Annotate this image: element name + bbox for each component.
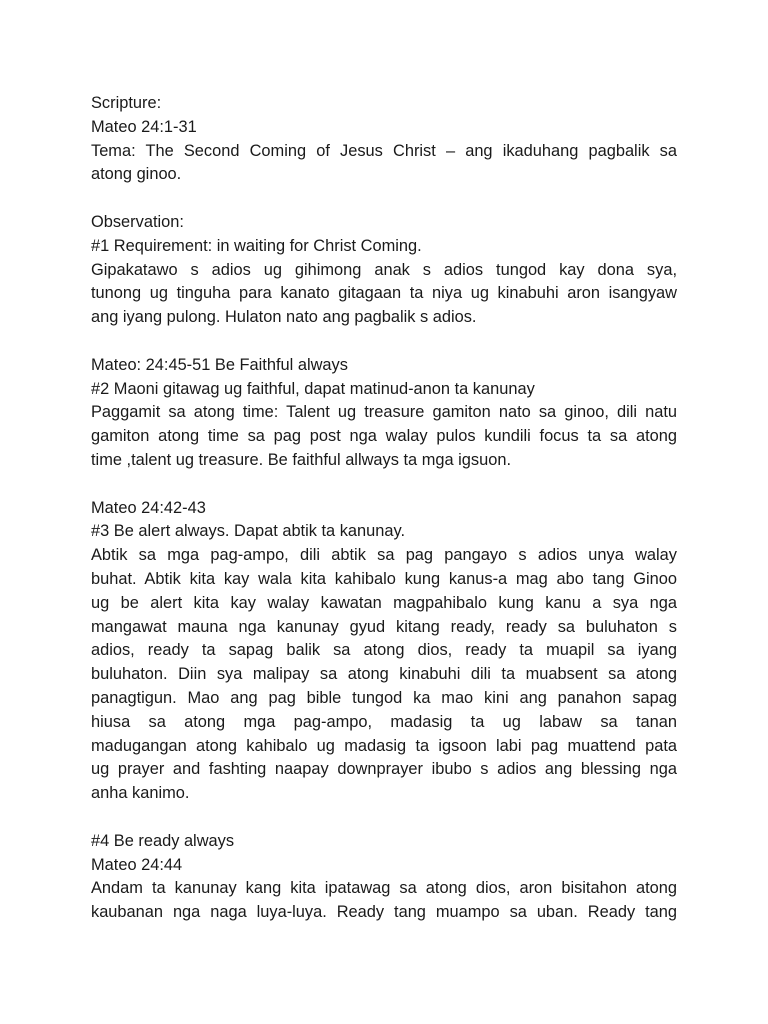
section-3-reference: Mateo 24:42-43 bbox=[91, 498, 206, 517]
paragraph-gap bbox=[91, 806, 677, 830]
point-2-line: time ,talent ug treasure. Be faithful allways ta mga igsuon. bbox=[91, 450, 512, 469]
point-3-line: ug be alert kita kay walay kawatan magpahibalo kung kanu a sya nga bbox=[91, 593, 677, 612]
point-3-line: madugangan atong kahibalo ug madasig ta igsoon labi pag muattend pata bbox=[91, 736, 677, 755]
tema-line: atong ginoo. bbox=[91, 165, 182, 184]
point-2-line: Paggamit sa atong time: Talent ug treasure gamiton nato sa ginoo, dili natu bbox=[91, 403, 677, 422]
paragraph-gap bbox=[91, 330, 677, 354]
point-3-title: #3 Be alert always. Dapat abtik ta kanunay. bbox=[91, 522, 406, 541]
point-3-line: buluhaton. Diin sya malipay sa atong kinabuhi dili ta muabsent sa atong bbox=[91, 665, 677, 684]
paragraph-gap bbox=[91, 187, 677, 211]
point-4-title: #4 Be ready always bbox=[91, 831, 235, 850]
point-3-line: buhat. Abtik kita kay wala kita kahibalo kung kanus-a mag abo tang Ginoo bbox=[91, 569, 677, 588]
point-4-line: kaubanan nga naga luya-luya. Ready tang muampo sa uban. Ready tang bbox=[91, 903, 677, 922]
point-2-line: gamiton atong time sa pag post nga walay pulos kundili focus ta sa atong bbox=[91, 427, 677, 446]
point-2-title: #2 Maoni gitawag ug faithful, dapat matinud-anon ta kanunay bbox=[91, 379, 535, 398]
section-2-reference: Mateo: 24:45-51 Be Faithful always bbox=[91, 355, 348, 374]
scripture-reference: Mateo 24:1-31 bbox=[91, 117, 197, 136]
point-4-line: Andam ta kanunay kang kita ipatawag sa atong dios, aron bisitahon atong bbox=[91, 879, 677, 898]
document-page bbox=[91, 92, 677, 925]
observation-label: Observation: bbox=[91, 212, 184, 231]
point-3-line: Abtik sa mga pag-ampo, dili abtik sa pag pangayo s adios unya walay bbox=[91, 546, 677, 565]
scripture-label: Scripture: bbox=[91, 94, 162, 112]
point-3-line: anha kanimo. bbox=[91, 784, 190, 803]
point-1-title: #1 Requirement: in waiting for Christ Coming. bbox=[91, 236, 422, 255]
point-1-line: Gipakatawo s adios ug gihimong anak s adios tungod kay dona sya, bbox=[91, 260, 677, 279]
point-3-line: panagtigun. Mao ang pag bible tungod ka mao kini ang panahon sapag bbox=[91, 688, 677, 707]
point-1-line: tunong ug tinguha para kanato gitagaan ta niya ug kinabuhi aron isangyaw bbox=[91, 284, 677, 303]
point-1-line: ang iyang pulong. Hulaton nato ang pagbalik s adios. bbox=[91, 308, 477, 327]
point-3-line: ug prayer and fashting naapay downprayer ibubo s adios ang blessing nga bbox=[91, 760, 677, 779]
section-4-reference: Mateo 24:44 bbox=[91, 855, 183, 874]
point-3-line: mangawat mauna nga kanunay gyud kitang ready, ready sa buluhaton s bbox=[91, 617, 677, 636]
tema-line: Tema: The Second Coming of Jesus Christ – ang ikaduhang pagbalik sa bbox=[91, 141, 677, 160]
point-3-line: adios, ready ta sapag balik sa atong dios, ready ta muapil sa iyang bbox=[91, 641, 677, 660]
paragraph-gap bbox=[91, 473, 677, 497]
point-3-line: hiusa sa atong mga pag-ampo, madasig ta ug labaw sa tanan bbox=[91, 712, 677, 731]
